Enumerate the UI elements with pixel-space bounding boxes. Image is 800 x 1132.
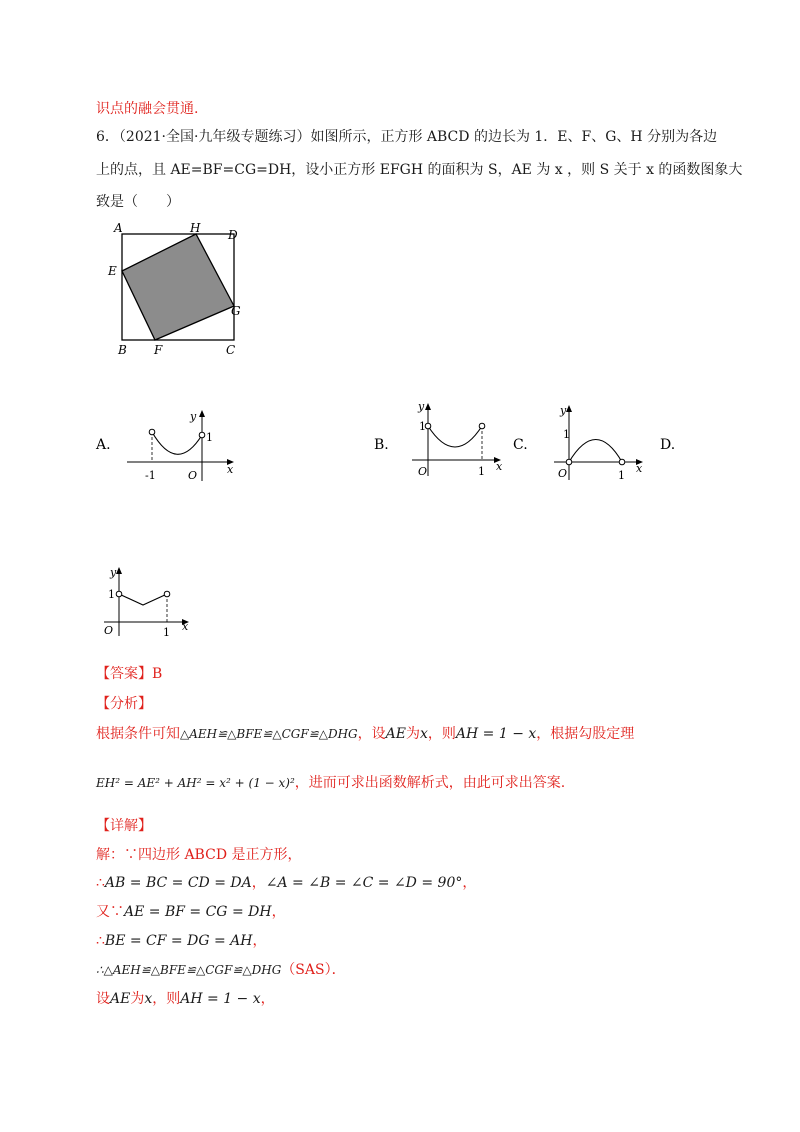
math-equal-segments: AE = BF = CG = DH xyxy=(124,904,272,920)
label-g: G xyxy=(231,304,241,318)
parabola xyxy=(428,426,482,447)
analysis-line-2 xyxy=(96,773,565,793)
detail-text: 设 xyxy=(96,991,110,1007)
math-ae: AE xyxy=(110,991,131,1007)
label-e: E xyxy=(108,264,117,278)
question-number: 6． xyxy=(96,129,119,145)
origin-label: O xyxy=(104,624,114,637)
math-equal-sides: AB = BC = CD = DA xyxy=(104,875,252,891)
answer-value: B xyxy=(152,666,163,682)
parabola xyxy=(569,440,622,463)
one-x-label: 1 xyxy=(163,626,170,639)
detail-text: 为 xyxy=(130,991,145,1007)
math-equal-remainders: BE = CF = DG = AH xyxy=(104,933,253,949)
broken-line xyxy=(119,594,167,605)
question-line-2: 上的点，且 AE=BF=CG=DH，设小正方形 EFGH 的面积为 S，AE 为 x ，则 S 关于 x 的函数图象大 xyxy=(96,162,743,178)
origin-label: O xyxy=(188,469,198,482)
x-label: x xyxy=(636,462,643,475)
y-label: y xyxy=(560,404,567,417)
one-y-label: 1 xyxy=(563,428,570,441)
detail-text: ， xyxy=(462,875,477,891)
one-y-label: 1 xyxy=(419,420,426,433)
option-b-graph[interactable] xyxy=(408,398,508,480)
y-label: y xyxy=(418,400,425,413)
option-a-graph[interactable] xyxy=(125,405,240,485)
y-label: y xyxy=(190,410,197,423)
one-x-label: 1 xyxy=(618,469,625,482)
one-y-label: 1 xyxy=(108,588,115,601)
origin-label: O xyxy=(418,465,428,478)
square-figure xyxy=(100,218,250,358)
detail-text: 又∵ xyxy=(96,904,124,920)
detail-step-3 xyxy=(96,902,286,922)
x-label: x xyxy=(227,463,234,476)
detail-step-2 xyxy=(96,873,476,893)
origin-label: O xyxy=(558,467,568,480)
label-c: C xyxy=(226,343,236,357)
math-right-angles: ∠A = ∠B = ∠C = ∠D = 90° xyxy=(265,875,463,891)
one-x-label: 1 xyxy=(478,465,485,478)
option-d-label[interactable]: D. xyxy=(660,437,676,453)
detail-text: ，则 xyxy=(152,991,181,1007)
analysis-heading: 【分析】 xyxy=(96,696,152,712)
detail-text: ， xyxy=(252,933,267,949)
open-point xyxy=(116,591,122,597)
intro-tail: 识点的融会贯通. xyxy=(96,101,199,117)
open-point xyxy=(199,432,205,438)
detail-step-1: 解：∵四边形 ABCD 是正方形， xyxy=(96,847,302,863)
neg-one-label: -1 xyxy=(145,469,156,482)
one-label: 1 xyxy=(206,431,213,444)
analysis-text: ，则 xyxy=(427,726,456,742)
analysis-text: ，根据勾股定理 xyxy=(536,726,635,742)
detail-text: ， xyxy=(271,904,286,920)
question-source: （2021·全国·九年级专题练习） xyxy=(118,129,311,145)
pythagorean-formula: EH² = AE² + AH² = x² + (1 − x)² xyxy=(96,776,295,790)
y-label: y xyxy=(110,566,117,579)
detail-text: ∴ xyxy=(96,933,105,949)
answer-heading: 【答案】 xyxy=(96,666,152,682)
label-h: H xyxy=(190,221,201,235)
analysis-text: 根据条件可知 xyxy=(96,726,180,742)
open-point xyxy=(566,459,572,465)
detail-text: ， xyxy=(251,875,266,891)
analysis-text: ，设 xyxy=(357,726,386,742)
math-congruence: ∴△AEH≌△BFE≌△CGF≌△DHG xyxy=(96,963,282,977)
open-point xyxy=(164,591,170,597)
option-d-graph[interactable] xyxy=(100,562,200,640)
label-a: A xyxy=(114,221,123,235)
x-label: x xyxy=(496,460,503,473)
math-ah-expression: AH = 1 − x xyxy=(180,991,261,1007)
math-ae: AE xyxy=(385,726,406,742)
label-d: D xyxy=(228,228,238,242)
analysis-line-1 xyxy=(96,724,634,744)
open-point xyxy=(149,429,155,435)
detail-step-5 xyxy=(96,960,346,980)
analysis-text: ，进而可求出函数解析式，由此可求出答案. xyxy=(294,775,566,791)
option-a-label[interactable]: A. xyxy=(96,437,111,453)
answer-line xyxy=(96,664,162,684)
option-c-graph[interactable] xyxy=(550,402,650,484)
open-point xyxy=(619,459,625,465)
detail-step-4 xyxy=(96,931,266,951)
detail-step-6 xyxy=(96,989,275,1009)
question-line-1 xyxy=(96,127,717,147)
math-ah-expression: AH = 1 − x xyxy=(455,726,537,742)
option-b-label[interactable]: B. xyxy=(374,437,389,453)
open-point xyxy=(479,423,485,429)
math-x: x xyxy=(144,991,153,1007)
math-x: x xyxy=(419,726,428,742)
analysis-text: 为 xyxy=(405,726,420,742)
inner-square-efgh xyxy=(122,234,234,340)
x-label: x xyxy=(182,620,189,633)
option-c-label[interactable]: C. xyxy=(513,437,528,453)
congruence-expression: △AEH≌△BFE≌△CGF≌△DHG xyxy=(180,727,358,741)
detail-text: （SAS）． xyxy=(281,962,346,978)
detail-text: ， xyxy=(260,991,275,1007)
label-b: B xyxy=(118,343,127,357)
detail-heading: 【详解】 xyxy=(96,818,152,834)
label-f: F xyxy=(154,343,163,357)
detail-text: ∴ xyxy=(96,875,105,891)
question-text-1: 如图所示，正方形 ABCD 的边长为 1．E、F、G、H 分别为各边 xyxy=(310,129,718,145)
curve xyxy=(152,432,202,454)
question-line-3: 致是（ ） xyxy=(96,194,180,210)
open-point xyxy=(425,423,431,429)
